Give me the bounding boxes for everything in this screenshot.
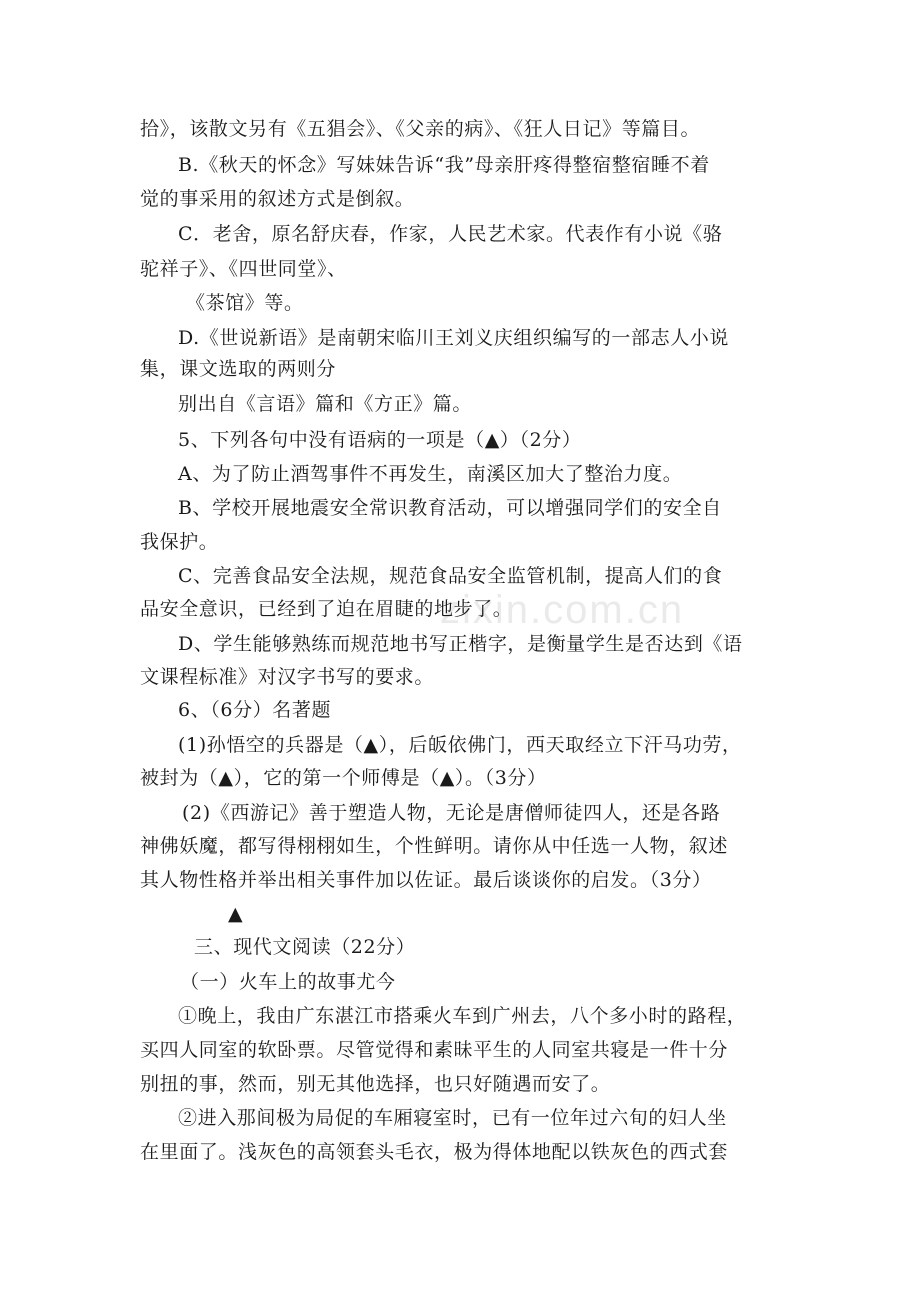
- text-line: 其人物性格并举出相关事件加以佐证。最后谈谈你的启发。（3分）: [140, 869, 712, 891]
- text-line: 别出自《言语》篇和《方正》篇。: [178, 393, 473, 415]
- text-line: D、学生能够熟练而规范地书写正楷字，是衡量学生是否达到《语: [178, 633, 743, 655]
- text-line: 驼祥子》、《四世同堂》、: [140, 258, 347, 280]
- text-line: ②进入那间极为局促的车厢寝室时，已有一位年过六旬的妇人坐: [178, 1107, 727, 1129]
- text-line: 我保护。: [140, 531, 219, 553]
- text-line: 神佛妖魔，都写得栩栩如生，个性鲜明。请你从中任选一人物，叙述: [140, 835, 729, 857]
- text-line: B.《秋天的怀念》写妹妹告诉“我”母亲肝疼得整宿整宿睡不着: [178, 154, 710, 176]
- answer-triangle: ▲: [228, 903, 244, 925]
- text-line: 买四人同室的软卧票。尽管觉得和素昧平生的人同室共寝是一件十分: [140, 1039, 729, 1061]
- text-line: C、完善食品安全法规，规范食品安全监管机制，提高人们的食: [178, 565, 723, 587]
- text-line: 品安全意识，已经到了迫在眉睫的地步了。: [140, 598, 513, 620]
- text-line: 觉的事采用的叙述方式是倒叙。: [140, 188, 415, 210]
- text-line: 拾》，该散文另有《五猖会》、《父亲的病》、《狂人日记》等篇目。: [140, 118, 701, 140]
- text-line: 《茶馆》等。: [186, 292, 304, 314]
- text-line: 在里面了。浅灰色的高领套头毛衣，极为得体地配以铁灰色的西式套: [140, 1141, 729, 1163]
- article-title: （一）火车上的故事尤今: [180, 971, 396, 993]
- text-line: 别扭的事，然而，别无其他选择，也只好随遇而安了。: [140, 1073, 611, 1095]
- text-line: ①晚上，我由广东湛江市搭乘火车到广州去，八个多小时的路程，: [178, 1005, 747, 1027]
- text-line: B、学校开展地震安全常识教育活动，可以增强同学们的安全自: [178, 497, 722, 519]
- text-line: A、为了防止酒驾事件不再发生，南溪区加大了整治力度。: [178, 463, 683, 485]
- text-line: D.《世说新语》是南朝宋临川王刘义庆组织编写的一部志人小说: [178, 327, 729, 349]
- text-line: (1)孙悟空的兵器是（▲），后皈依佛门，西天取经立下汗马功劳，: [178, 734, 742, 756]
- text-line: 文课程标准》对汉字书写的要求。: [140, 666, 435, 688]
- text-line: 集，课文选取的两则分: [140, 358, 337, 380]
- text-line: (2)《西游记》善于塑造人物，无论是唐僧师徒四人，还是各路: [182, 802, 721, 824]
- text-line: C．老舍，原名舒庆春，作家，人民艺术家。代表作有小说《骆: [178, 223, 723, 245]
- question-5-title: 5、下列各句中没有语病的一项是（▲）（2分）: [178, 429, 582, 451]
- section-3-title: 三、现代文阅读（22分）: [194, 936, 416, 958]
- text-line: 被封为（▲），它的第一个师傅是（▲）。（3分）: [140, 767, 547, 789]
- watermark-text: zixin.com.cn: [440, 588, 685, 632]
- question-6-title: 6、（6分）名著题: [178, 699, 332, 721]
